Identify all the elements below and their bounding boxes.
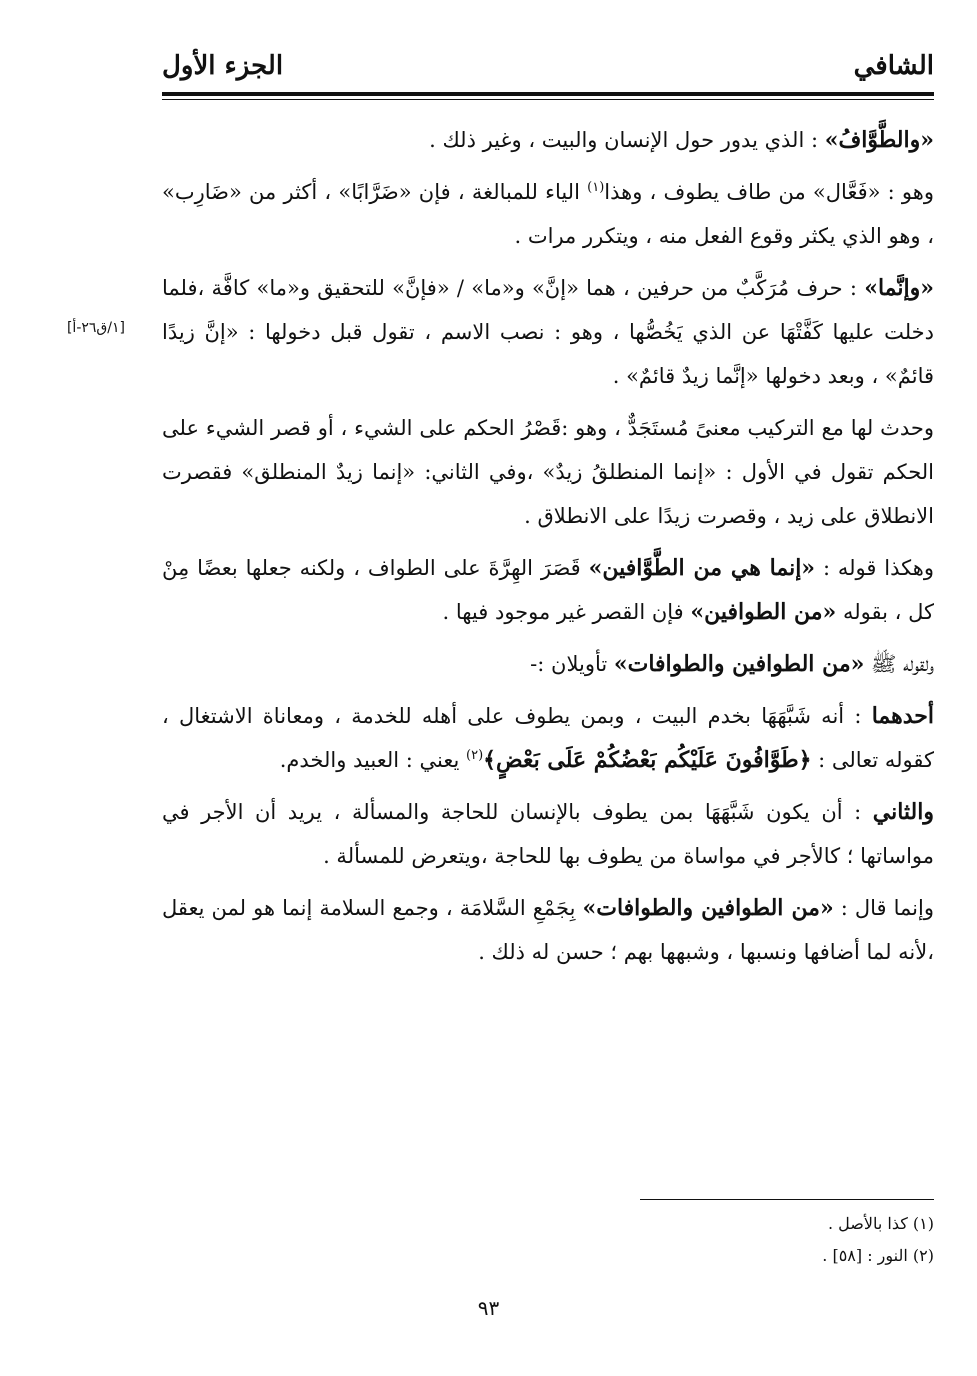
- paragraph-text: : الذي يدور حول الإنسان والبيت ، وغير ذلك .: [429, 128, 825, 152]
- header-rule-thick: [162, 92, 934, 96]
- quran-verse: ﴿طَوَّافُونَ عَلَيْكُم بَعْضُكُمْ عَلَى بَعْضٍ﴾: [483, 747, 812, 773]
- header-rule-thin: [162, 99, 934, 100]
- paragraph-innama: [162, 266, 934, 398]
- paragraph-text: ولقوله ﷺ: [864, 652, 934, 676]
- paragraph-text: : أنه شَبَّهَهَا بخدم البيت ، وبمن يطوف على أهله للخدمة ، ومعاناة الاشتغال ، كقوله تعالى :: [162, 704, 934, 772]
- paragraph-text: بِجَمْعِ السَّلامَة ، وجمع السلامة إنما هو لمن يعقل ،لأنه لما أضافها ونسبها ، وشبهها بهم ؛ حسن له ذلك .: [162, 896, 934, 964]
- running-header: [162, 40, 934, 92]
- paragraph-plural: [162, 886, 934, 974]
- term-keyword: أحدهما: [871, 703, 934, 729]
- paragraph-text: الياء للمبالغة ، فإن «ضَرَّابًا» ، أكثر من «ضَارِب» ، وهو الذي يكثر وقوع الفعل منه ، ويتكرر مرات .: [162, 180, 934, 248]
- paragraph-text: : حرف مُرَكَّبٌ من حرفين ، هما «إنَّ» و«ما» / «فإنَّ» للتحقيق و«ما» كافَّة ،فلما دخلت عليها كَفَّتْهَا عن الذي يَخُصُّها ، وهو : نصب الاسم ، تقول قبل دخولها : «إنَّ زيدًا قائمٌ» ، وبعد دخولها «إنَّما زيدٌ قائمٌ» .: [162, 276, 934, 388]
- paragraph-text: وهكذا قوله :: [815, 556, 934, 580]
- footnote-2: (٢) النور : [٥٨] .: [822, 1246, 934, 1265]
- paragraph-text: وإنما قال :: [833, 896, 934, 920]
- footnote-ref-1[interactable]: (١): [587, 180, 605, 195]
- book-title: الشافي: [853, 51, 934, 81]
- manuscript-folio-note: [١/ق٢٦-أ]: [66, 320, 126, 336]
- volume-title: الجزء الأول: [162, 51, 284, 81]
- page-number: ٩٣: [477, 1296, 500, 1320]
- term-keyword: «وإنَّما»: [864, 275, 934, 301]
- paragraph-text: يعني : العبيد والخدم.: [279, 748, 467, 772]
- quoted-phrase: «من الطوافين والطوافات»: [582, 895, 834, 921]
- main-text: [162, 118, 934, 982]
- paragraph-second-interpretation: [162, 790, 934, 878]
- paragraph-text: وحدث لها مع التركيب معنىً مُستَجَدٌّ ، وهو :قَصْرُ الحكم على الشيء ، أو قصر الشيء على الحكم تقول في الأول : «إنما المنطلقُ زيدٌ» ،وفي الثاني: «إنما زيدٌ المنطلق» فقصرت الانطلاق على زيد ، وقصرت زيدًا على الانطلاق .: [162, 416, 934, 528]
- paragraph-first-interpretation: [162, 694, 934, 782]
- paragraph-qasr: [162, 406, 934, 538]
- term-keyword: «والطَّوَّافُ»: [824, 127, 934, 153]
- paragraph-text: وهو : «فَعَّال» من طاف يطوف ، وهذا: [604, 180, 935, 204]
- paragraph-tawwaf: [162, 118, 934, 162]
- paragraph-text: قَصَرَ الهِرَّةَ على الطواف ، ولكنه جعلها بعضًا مِنْ كل ، بقوله: [162, 556, 934, 624]
- paragraph-text: تأويلان :-: [530, 652, 614, 676]
- term-keyword: والثاني: [872, 799, 934, 825]
- footnotes: [500, 1208, 934, 1272]
- footnote-1: (١) كذا بالأصل .: [827, 1214, 934, 1233]
- paragraph-faal: [162, 170, 934, 258]
- quoted-phrase: «إنما هي من الطَّوَّافين»: [588, 555, 816, 581]
- paragraph-text: فإن القصر غير موجود فيها .: [442, 600, 691, 624]
- footnote-divider: [640, 1199, 934, 1200]
- quoted-phrase: «من الطوافين والطوافات»: [613, 651, 865, 677]
- quoted-phrase: «من الطوافين»: [690, 599, 837, 625]
- footnote-ref-2[interactable]: (٢): [466, 748, 484, 763]
- paragraph-tawilan: [162, 642, 934, 686]
- paragraph-tawwafin: [162, 546, 934, 634]
- paragraph-text: : أن يكون شَبَّهَهَا بمن يطوف بالإنسان للحاجة والمسألة ، يريد أن الأجر في مواساتها ؛ كالأجر في مواساة من يطوف بها للحاجة ،ويتعرض للمسألة .: [162, 800, 934, 868]
